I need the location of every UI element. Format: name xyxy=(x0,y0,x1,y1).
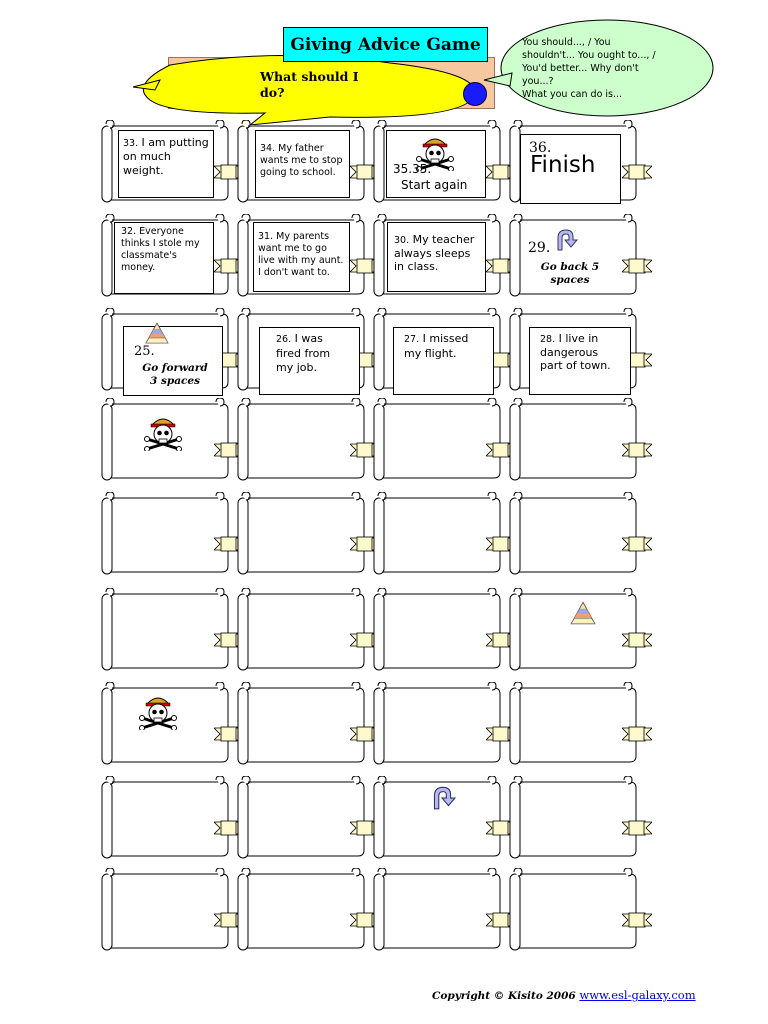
skull-crossbones-icon xyxy=(143,413,183,451)
square-27 xyxy=(393,327,494,395)
advice-line: You'd better... Why don't xyxy=(522,63,639,74)
website-link[interactable]: www.esl-galaxy.com xyxy=(579,988,696,1002)
striped-pyramid-icon xyxy=(144,321,170,345)
curved-arrow-back-icon xyxy=(428,783,456,811)
square-number: 26. xyxy=(276,334,292,345)
square-text: Go back 5 spaces xyxy=(540,261,600,286)
board-square xyxy=(372,868,502,954)
board-square xyxy=(508,682,638,768)
square-28 xyxy=(529,327,631,395)
board-square xyxy=(508,776,638,862)
square-number: 27. xyxy=(404,334,420,345)
striped-pyramid-icon xyxy=(569,600,597,626)
advice-line: What you can do is... xyxy=(522,89,623,100)
board-square xyxy=(372,398,502,484)
board-square xyxy=(100,588,230,674)
curved-arrow-back-icon xyxy=(552,226,578,252)
board-square xyxy=(508,868,638,954)
board-square xyxy=(236,588,366,674)
square-text: My teacher always sleeps in class. xyxy=(394,233,475,273)
square-35 xyxy=(386,130,486,198)
finish-label: Finish xyxy=(530,152,596,178)
square-number: 29. xyxy=(528,240,551,256)
square-text: I was fired from my job. xyxy=(276,332,331,374)
square-36 xyxy=(520,134,621,204)
square-number: 32. xyxy=(121,226,137,237)
ribbon-connector xyxy=(622,164,652,180)
board-square xyxy=(508,492,638,578)
square-number: 25. xyxy=(134,344,155,359)
board-square xyxy=(100,492,230,578)
square-text: I am putting on much weight. xyxy=(123,136,209,177)
advice-line: You should..., / You xyxy=(522,37,611,48)
square-number: 36. xyxy=(529,140,552,156)
board-square xyxy=(236,398,366,484)
square-29 xyxy=(522,224,622,294)
square-text: I missed my flight. xyxy=(404,332,469,360)
copyright-text: Copyright © Kisito 2006 xyxy=(432,990,576,1002)
ribbon-connector xyxy=(622,820,652,836)
advice-phrases xyxy=(522,36,672,101)
board-square xyxy=(508,398,638,484)
ribbon-connector xyxy=(622,726,652,742)
square-number: 28. xyxy=(540,334,556,345)
board-square xyxy=(372,492,502,578)
ribbon-connector xyxy=(622,442,652,458)
ribbon-connector xyxy=(622,258,652,274)
board-square xyxy=(372,588,502,674)
square-text: I live in dangerous part of town. xyxy=(540,332,611,372)
page-title: Giving Advice Game xyxy=(283,27,488,62)
advice-line: you...? xyxy=(522,76,554,87)
square-text: Everyone thinks I stole my classmate's money. xyxy=(121,226,200,273)
square-33 xyxy=(118,130,214,198)
advice-line: shouldn't... You ought to..., / xyxy=(522,50,656,61)
square-number: 33. xyxy=(123,138,139,149)
question-text: What should I do? xyxy=(260,69,359,100)
square-number: 31. xyxy=(258,231,274,242)
board-square xyxy=(372,682,502,768)
square-text: Start again xyxy=(401,178,468,192)
square-34 xyxy=(255,130,350,198)
square-text: Go forward 3 spaces xyxy=(142,362,208,387)
ribbon-connector xyxy=(622,632,652,648)
square-31 xyxy=(253,222,350,292)
square-text: My parents want me to go live with my aunt. I don't want to. xyxy=(258,231,344,278)
square-number: 35.35. xyxy=(393,162,432,176)
square-26 xyxy=(259,327,360,395)
ribbon-connector xyxy=(622,536,652,552)
skull-crossbones-icon xyxy=(138,692,178,730)
board-square xyxy=(100,776,230,862)
square-30 xyxy=(387,222,486,292)
square-25 xyxy=(123,326,223,396)
ribbon-connector xyxy=(622,912,652,928)
board-square xyxy=(100,868,230,954)
board-square xyxy=(236,868,366,954)
square-text: My father wants me to stop going to school. xyxy=(260,143,343,178)
copyright-footer xyxy=(432,988,696,1002)
board-square xyxy=(236,776,366,862)
board-square xyxy=(236,682,366,768)
square-32 xyxy=(114,222,214,294)
board-square xyxy=(236,492,366,578)
square-number: 30. xyxy=(394,235,410,246)
square-number: 34. xyxy=(260,143,276,154)
